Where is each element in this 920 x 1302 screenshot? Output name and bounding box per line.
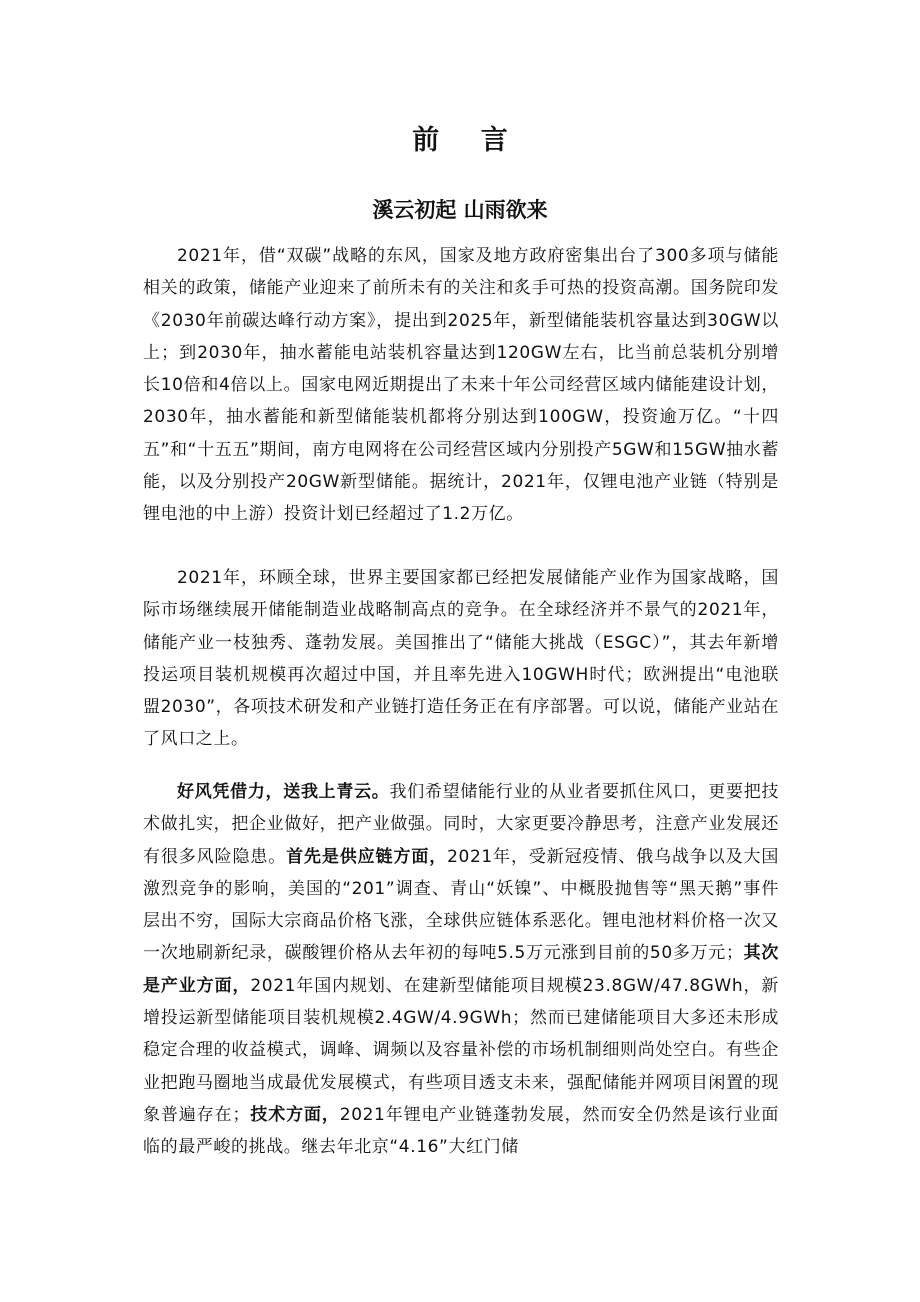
text-run: 我们希望储能行业的从业者要抓住风口，更要把技术做扎实，把企业做好，把产业做强。同时，大家更要冷静思考，注意产业发展还有很多风险隐患。 [143,782,780,867]
text-run: 2021年，借“双碳”战略的东风，国家及地方政府密集出台了300多项与储能相关的政策，储能产业迎来了前所未有的关注和炙手可热的投资高潮。国务院印发《2030年前碳达峰行动方案》，提出到2025年，新型储能装机容量达到30GW以上；到2030年，抽水蓄能电站装机容量达到120GW左右，比当前总装机分别增长10倍和4倍以上。国家电网近期提出了未来十年公司经营区域内储能建设计划，2030年，抽水蓄能和新型储能装机都将分别达到100GW，投资逾万亿。“十四五”和“十五五”期间，南方电网将在公司经营区域内分别投产5GW和15GW抽水蓄能，以及分别投产20GW新型储能。据统计，2021年，仅锂电池产业链（特别是锂电池的中上游）投资计划已经超过了1.2万亿。 [143,246,779,525]
paragraph-1 [143,240,779,531]
page-subtitle: 溪云初起 山雨欲来 [372,198,548,222]
text-run: 2021年，环顾全球，世界主要国家都已经把发展储能产业作为国家战略，国际市场继续展开储能制造业战略制高点的竞争。在全球经济并不景气的2021年，储能产业一枝独秀、蓬勃发展。美国推出了“储能大挑战（ESGC）”，其去年新增投运项目装机规模再次超过中国，并且率先进入10GWH时代；欧洲提出“电池联盟2030”，各项技术研发和产业链打造任务正在有序部署。可以说，储能产业站在了风口之上。 [143,568,779,750]
bold-run: 技术方面， [250,1104,340,1125]
bold-run: 首先是供应链方面， [286,846,448,867]
text-run: 2021年锂电产业链蓬勃发展，然而安全仍然是该行业面临的最严峻的挑战。继去年北京“4.16”大红门储 [143,1104,779,1158]
paragraph-3 [143,776,779,1164]
text-run: 2021年，受新冠疫情、俄乌战争以及大国激烈竞争的影响，美国的“201”调查、青山“妖镍”、中概股抛售等“黑天鹅”事件层出不穷，国际大宗商品价格飞涨，全球供应链体系恶化。锂电池材料价格一次又一次地刷新纪录，碳酸锂价格从去年初的每吨5.5万元涨到目前的50多万元； [143,846,779,964]
page-title: 前 言 [412,125,524,156]
bold-run: 其次是产业方面， [143,943,779,996]
paragraph-2 [143,562,779,756]
bold-run: 好风凭借力，送我上青云。 [177,782,390,802]
text-run: 2021年国内规划、在建新型储能项目规模23.8GW/47.8GWh，新增投运新型储能项目装机规模2.4GW/4.9GWh；然而已建储能项目大多还未形成稳定合理的收益模式，调峰、调频以及容量补偿的市场机制细则尚处空白。有些企业把跑马圈地当成最优发展模式，有些项目透支未来，强配储能并网项目闲置的现象普遍存在； [143,975,779,1125]
